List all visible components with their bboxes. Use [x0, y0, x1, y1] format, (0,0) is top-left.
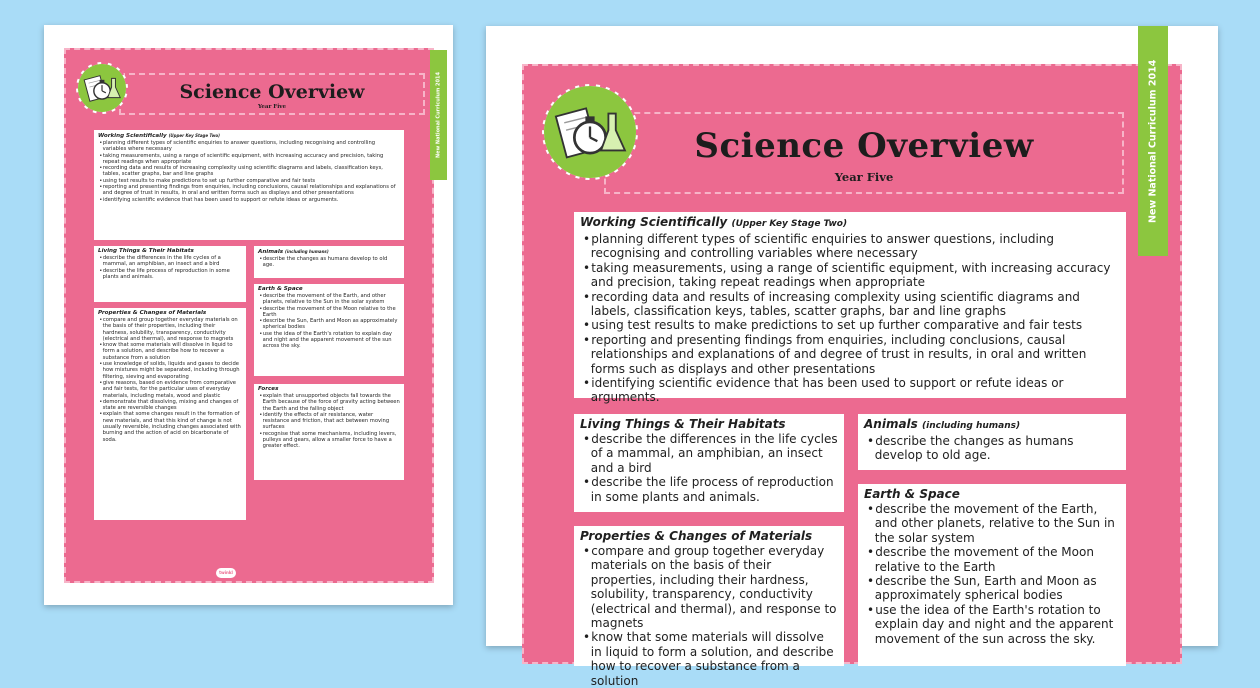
panel-heading: Animals (including humans)	[258, 249, 329, 255]
earth-space-panel	[858, 484, 1126, 666]
page-subtitle: Year Five	[257, 104, 286, 110]
panel-heading: Working Scientifically (Upper Key Stage Two)	[580, 215, 848, 229]
title-box	[119, 73, 425, 115]
list-item: • describe the differences in the life cycles of a mammal, an amphibian, an insect and a bird	[580, 432, 838, 475]
list-item: • describe the life process of reproduction in some plants and animals.	[580, 475, 838, 504]
panel-heading: Earth & Space	[258, 286, 303, 292]
pink-frame	[522, 64, 1182, 688]
earth-space-panel	[254, 284, 404, 376]
science-equipment-icon	[542, 84, 638, 180]
list-item: • demonstrate that dissolving, mixing and changes of state are reversible changes	[98, 399, 242, 412]
worksheet-zoomed	[486, 26, 1218, 688]
list-item: • taking measurements, using a range of scientific equipment, with increasing accuracy and precision, taking repeat readings when appropriate	[98, 153, 400, 166]
list-item: • describe the movement of the Moon relative to the Earth	[864, 545, 1120, 574]
panel-heading: Properties & Changes of Materials	[580, 529, 813, 543]
list-item: • describe the life process of reproduction in some plants and animals.	[98, 268, 242, 281]
list-item: • describe the Sun, Earth and Moon as approximately spherical bodies	[258, 318, 400, 331]
list-item: • know that some materials will dissolve in liquid to form a solution, and describe how to recover a substance from a solution	[98, 342, 242, 361]
panel-heading: Forces	[258, 386, 279, 392]
worksheet-thumbnail	[44, 25, 453, 605]
list-item: • explain that some changes result in the formation of new materials, and that this kind of change is not usually reversible, including changes associated with burning and the action of acid on bicarbonate of soda.	[98, 411, 242, 442]
list-item: • planning different types of scientific enquiries to answer questions, including recognising and controlling variables where necessary	[98, 140, 400, 153]
living-things-panel	[574, 414, 844, 512]
panel-heading: Properties & Changes of Materials	[98, 310, 207, 316]
list-item: • identifying scientific evidence that has been used to support or refute ideas or arguments.	[98, 197, 400, 203]
list-item: • use the idea of the Earth's rotation to explain day and night and the apparent movement of the sun across the sky.	[258, 331, 400, 350]
living-things-panel	[94, 246, 246, 302]
list-item: • planning different types of scientific enquiries to answer questions, including recognising and controlling variables where necessary	[580, 232, 1120, 261]
title-box	[604, 112, 1124, 194]
list-item: • explain that unsupported objects fall towards the Earth because of the force of gravity acting between the Earth and the falling object	[258, 393, 400, 412]
list-item: • taking measurements, using a range of scientific equipment, with increasing accuracy and precision, taking repeat readings when appropriate	[580, 261, 1120, 290]
list-item: • recognise that some mechanisms, including levers, pulleys and gears, allow a smaller force to have a greater effect.	[258, 431, 400, 450]
list-item: • know that some materials will dissolve in liquid to form a solution, and describe how to recover a substance from a solution	[580, 630, 838, 688]
list-item: • describe the movement of the Earth, and other planets, relative to the Sun in the solar system	[864, 502, 1120, 545]
list-item: • give reasons, based on evidence from comparative and fair tests, for the particular uses of everyday materials, including metals, wood and plastic	[98, 380, 242, 399]
page-title: Science Overview	[179, 81, 365, 103]
list-item: • describe the movement of the Earth, and other planets, relative to the Sun in the solar system	[258, 293, 400, 306]
forces-panel	[254, 384, 404, 480]
page-subtitle: Year Five	[834, 170, 894, 184]
working-scientifically-panel	[94, 130, 404, 240]
list-item: • recording data and results of increasing complexity using scientific diagrams and labels, classification keys, tables, scatter graphs, bar and line graphs	[580, 290, 1120, 319]
list-item: • describe the differences in the life cycles of a mammal, an amphibian, an insect and a bird	[98, 255, 242, 268]
list-item: • compare and group together everyday materials on the basis of their properties, including their hardness, solubility, transparency, conductivity (electrical and thermal), and response to magnets	[98, 317, 242, 342]
panel-heading: Living Things & Their Habitats	[98, 248, 194, 254]
properties-materials-panel	[94, 308, 246, 520]
curriculum-tab: New National Curriculum 2014	[430, 50, 447, 180]
panel-heading: Earth & Space	[864, 487, 960, 501]
panel-heading: Living Things & Their Habitats	[580, 417, 786, 431]
working-scientifically-panel	[574, 212, 1126, 405]
animals-panel	[254, 246, 404, 278]
list-item: • describe the changes as humans develop to old age.	[258, 256, 400, 269]
page-title: Science Overview	[694, 126, 1034, 166]
list-item: • describe the movement of the Moon relative to the Earth	[258, 306, 400, 319]
properties-materials-panel	[574, 526, 844, 688]
science-equipment-icon	[76, 62, 128, 114]
list-item: • using test results to make predictions to set up further comparative and fair tests	[580, 318, 1120, 332]
curriculum-tab: New National Curriculum 2014	[1138, 26, 1168, 256]
list-item: • identifying scientific evidence that has been used to support or refute ideas or arguments.	[580, 376, 1120, 405]
list-item: • use the idea of the Earth's rotation to explain day and night and the apparent movement of the sun across the sky.	[864, 603, 1120, 646]
twinkl-logo: twinkl	[216, 568, 236, 578]
panel-heading: Animals (including humans)	[864, 417, 1021, 431]
pink-frame	[64, 48, 442, 583]
list-item: • recording data and results of increasing complexity using scientific diagrams and labels, classification keys, tables, scatter graphs, bar and line graphs	[98, 165, 400, 178]
list-item: • use knowledge of solids, liquids and gases to decide how mixtures might be separated, including through filtering, sieving and evaporating	[98, 361, 242, 380]
panel-heading: Working Scientifically (Upper Key Stage Two)	[98, 133, 220, 139]
list-item: • describe the changes as humans develop to old age.	[864, 434, 1120, 463]
list-item: • identify the effects of air resistance, water resistance and friction, that act between moving surfaces	[258, 412, 400, 431]
list-item: • compare and group together everyday materials on the basis of their properties, including their hardness, solubility, transparency, conductivity (electrical and thermal), and response to magnets	[580, 544, 838, 630]
list-item: • describe the Sun, Earth and Moon as approximately spherical bodies	[864, 574, 1120, 603]
list-item: • reporting and presenting findings from enquiries, including conclusions, causal relationships and explanations of and degree of trust in results, in oral and written forms such as displays and other presentations	[580, 333, 1120, 376]
animals-panel	[858, 414, 1126, 470]
list-item: • reporting and presenting findings from enquiries, including conclusions, causal relationships and explanations of and degree of trust in results, in oral and written forms such as displays and other presentations	[98, 184, 400, 197]
list-item: • using test results to make predictions to set up further comparative and fair tests	[98, 178, 400, 184]
